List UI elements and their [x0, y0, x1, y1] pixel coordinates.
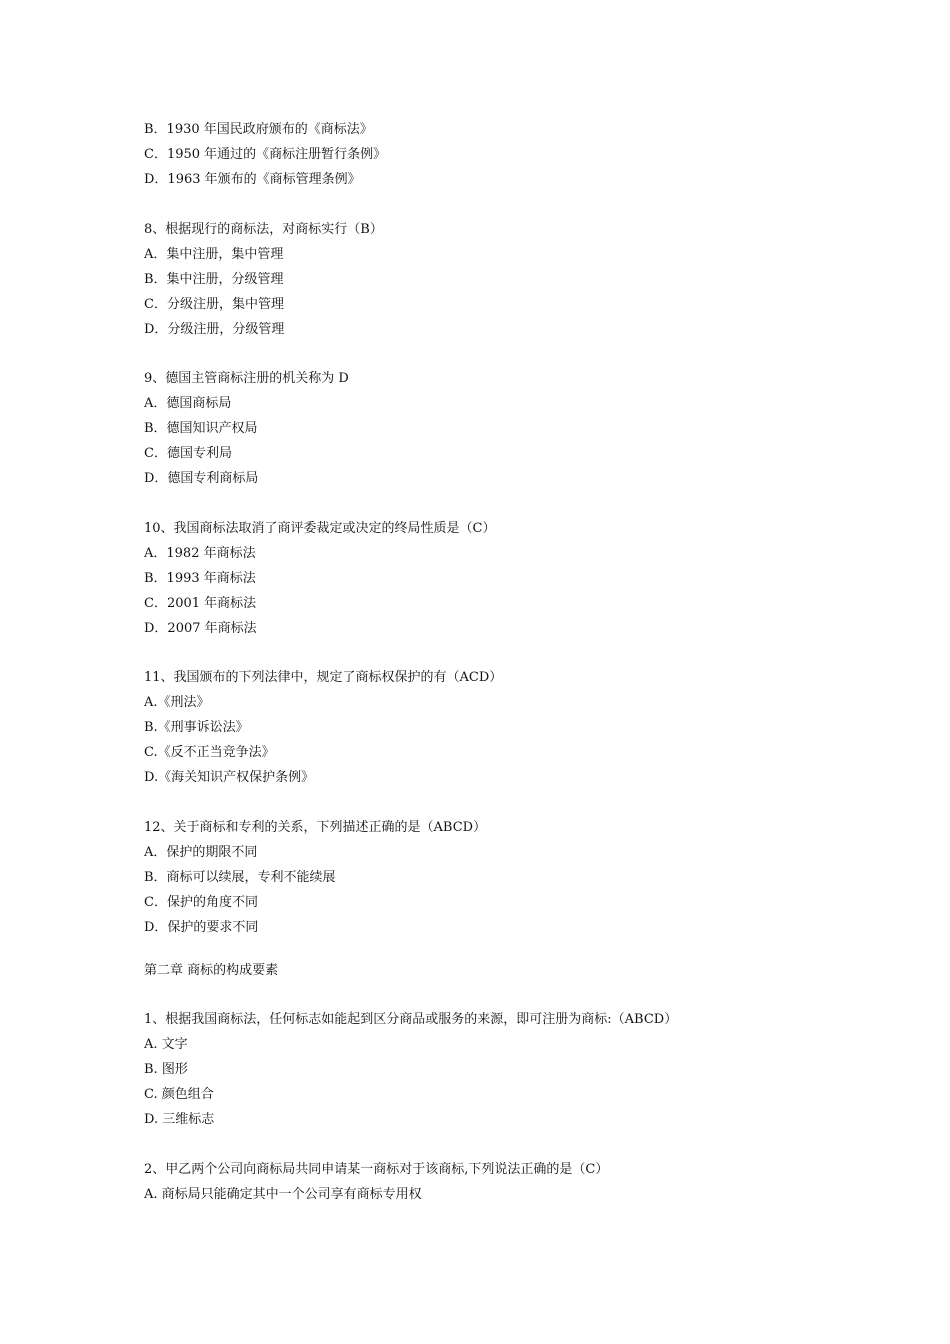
answer-option: D.《海关知识产权保护条例》	[144, 770, 315, 785]
spacer	[144, 192, 844, 217]
answer-option: B．1930 年国民政府颁布的《商标法》	[144, 122, 373, 137]
answer-option: B.《刑事诉讼法》	[144, 720, 249, 735]
spacer	[144, 491, 844, 516]
answer-option: C．分级注册，集中管理	[144, 296, 284, 312]
answer-option: D．分级注册，分级管理	[144, 321, 285, 337]
spacer	[144, 641, 844, 666]
question-8: 8、根据现行的商标法，对商标实行（B）	[144, 221, 383, 237]
answer-option: B．德国知识产权局	[144, 421, 258, 436]
answer-option: B. 图形	[144, 1062, 188, 1077]
answer-option: A. 商标局只能确定其中一个公司享有商标专用权	[144, 1186, 422, 1202]
answer-option: A．集中注册，集中管理	[144, 246, 284, 262]
answer-option: A.《刑法》	[144, 695, 210, 710]
answer-option: D．德国专利商标局	[144, 471, 259, 486]
answer-option: C. 颜色组合	[144, 1087, 214, 1102]
spacer	[144, 342, 844, 367]
chapter-heading: 第二章 商标的构成要素	[144, 962, 279, 978]
question-2: 2、甲乙两个公司向商标局共同申请某一商标对于该商标,下列说法正确的是（C）	[144, 1161, 609, 1177]
question-12: 12、关于商标和专利的关系，下列描述正确的是（ABCD）	[144, 819, 487, 835]
answer-option: C．1950 年通过的《商标注册暂行条例》	[144, 147, 387, 162]
question-1: 1、根据我国商标法，任何标志如能起到区分商品或服务的来源，即可注册为商标:（ABCD）	[144, 1012, 678, 1027]
answer-option: A．1982 年商标法	[144, 545, 256, 561]
answer-option: B．1993 年商标法	[144, 570, 256, 586]
answer-option: A．保护的期限不同	[144, 844, 258, 860]
answer-option: C.《反不正当竞争法》	[144, 745, 275, 760]
answer-option: A．德国商标局	[144, 396, 232, 411]
document-page	[144, 117, 844, 1207]
answer-option: C．德国专利局	[144, 446, 232, 461]
answer-option: D．1963 年颁布的《商标管理条例》	[144, 172, 361, 187]
answer-option: C．保护的角度不同	[144, 894, 258, 910]
answer-option: D. 三维标志	[144, 1112, 215, 1127]
answer-option: B．集中注册，分级管理	[144, 271, 284, 287]
answer-option: B．商标可以续展，专利不能续展	[144, 869, 336, 885]
answer-option: C．2001 年商标法	[144, 595, 257, 611]
spacer	[144, 940, 844, 958]
question-11: 11、我国颁布的下列法律中，规定了商标权保护的有（ACD）	[144, 670, 503, 685]
answer-option: D．保护的要求不同	[144, 919, 259, 935]
question-9: 9、德国主管商标注册的机关称为 D	[144, 371, 349, 386]
answer-option: A. 文字	[144, 1037, 188, 1052]
spacer	[144, 1132, 844, 1157]
spacer	[144, 790, 844, 815]
answer-option: D．2007 年商标法	[144, 620, 257, 636]
question-10: 10、我国商标法取消了商评委裁定或决定的终局性质是（C）	[144, 520, 496, 536]
spacer	[144, 983, 844, 1008]
